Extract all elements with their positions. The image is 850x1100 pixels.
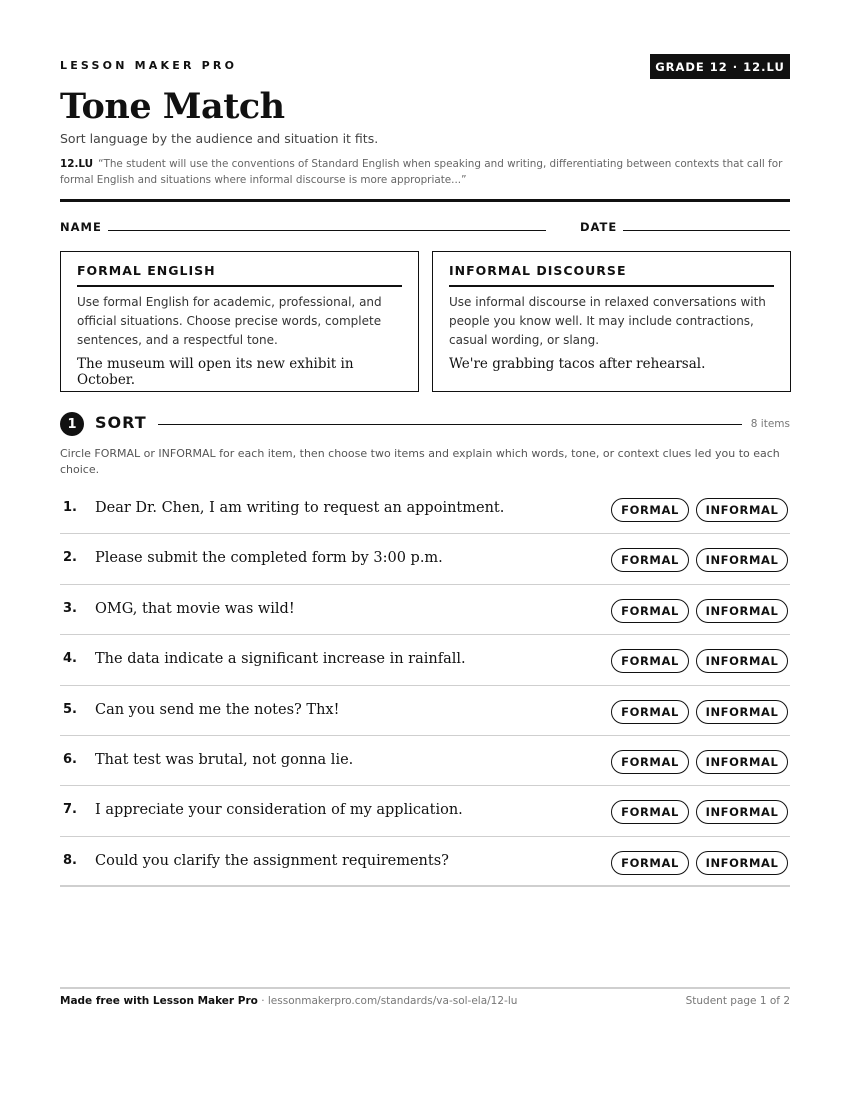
standard-description bbox=[60, 156, 790, 188]
item-number: 2. bbox=[63, 550, 77, 566]
sort-item bbox=[60, 534, 790, 584]
page-indicator: Student page 1 of 2 bbox=[685, 995, 790, 1007]
informal-option[interactable]: INFORMAL bbox=[696, 599, 788, 623]
sort-item bbox=[60, 635, 790, 685]
formal-option[interactable]: FORMAL bbox=[611, 750, 689, 774]
date-field-line[interactable] bbox=[623, 230, 790, 231]
made-with-text: Made free with Lesson Maker Pro bbox=[60, 995, 258, 1007]
formal-option[interactable]: FORMAL bbox=[611, 800, 689, 824]
standard-text: “The student will use the conventions of Standard English when speaking and writing, differentiating between contexts that call for formal English and situations where informal discourse is more appropriate...” bbox=[60, 158, 783, 186]
header-divider bbox=[60, 199, 790, 202]
item-number: 5. bbox=[63, 701, 77, 717]
footer-credit bbox=[60, 995, 517, 1007]
informal-option[interactable]: INFORMAL bbox=[696, 498, 788, 522]
formal-option[interactable]: FORMAL bbox=[611, 599, 689, 623]
informal-option[interactable]: INFORMAL bbox=[696, 700, 788, 724]
formal-card-example: The museum will open its new exhibit in October. bbox=[77, 356, 354, 388]
formal-option[interactable]: FORMAL bbox=[611, 498, 689, 522]
sort-item bbox=[60, 786, 790, 836]
page-subtitle: Sort language by the audience and situation it fits. bbox=[60, 131, 379, 146]
formal-card-description: Use formal English for academic, professional, and official situations. Choose precise words, complete sentences, and a respectful tone. bbox=[77, 295, 382, 347]
item-text: Could you clarify the assignment requirements? bbox=[95, 852, 449, 869]
formal-option[interactable]: FORMAL bbox=[611, 851, 689, 875]
informal-option[interactable]: INFORMAL bbox=[696, 750, 788, 774]
footer-divider bbox=[60, 987, 790, 989]
item-number: 7. bbox=[63, 802, 77, 818]
sort-item bbox=[60, 484, 790, 534]
item-number: 1. bbox=[63, 500, 77, 515]
formal-english-card bbox=[60, 251, 419, 392]
section-divider bbox=[158, 424, 742, 425]
sort-item bbox=[60, 585, 790, 635]
section-number-badge: 1 bbox=[60, 412, 84, 436]
date-label: DATE bbox=[580, 220, 618, 234]
item-number: 3. bbox=[63, 600, 77, 616]
informal-card-example: We're grabbing tacos after rehearsal. bbox=[449, 356, 706, 372]
grade-badge: GRADE 12 · 12.LU bbox=[650, 54, 790, 79]
informal-discourse-card bbox=[432, 251, 791, 392]
name-field-line[interactable] bbox=[108, 230, 546, 231]
page-title: Tone Match bbox=[60, 86, 285, 127]
formal-card-title: FORMAL ENGLISH bbox=[77, 263, 402, 287]
item-text: I appreciate your consideration of my application. bbox=[95, 802, 463, 819]
item-number: 4. bbox=[63, 651, 77, 667]
item-text: Please submit the completed form by 3:00 p.m. bbox=[95, 550, 443, 567]
item-number: 6. bbox=[63, 751, 77, 767]
formal-option[interactable]: FORMAL bbox=[611, 700, 689, 724]
sort-item bbox=[60, 837, 790, 887]
item-text: The data indicate a significant increase in rainfall. bbox=[95, 651, 466, 668]
item-text: OMG, that movie was wild! bbox=[95, 600, 295, 617]
formal-option[interactable]: FORMAL bbox=[611, 649, 689, 673]
footer-separator: · bbox=[257, 995, 268, 1007]
section-title: SORT bbox=[95, 413, 147, 432]
informal-option[interactable]: INFORMAL bbox=[696, 800, 788, 824]
name-label: NAME bbox=[60, 220, 102, 234]
brand-name: LESSON MAKER PRO bbox=[60, 59, 238, 72]
informal-card-description: Use informal discourse in relaxed conversations with people you know well. It may include contractions, casual wording, or slang. bbox=[449, 295, 766, 347]
sort-item-list bbox=[60, 484, 790, 887]
footer-url[interactable]: lessonmakerpro.com/standards/va-sol-ela/12-lu bbox=[267, 995, 518, 1007]
standard-code: 12.LU bbox=[60, 158, 94, 170]
informal-option[interactable]: INFORMAL bbox=[696, 649, 788, 673]
informal-option[interactable]: INFORMAL bbox=[696, 851, 788, 875]
sort-item bbox=[60, 686, 790, 736]
informal-card-title: INFORMAL DISCOURSE bbox=[449, 263, 774, 287]
item-count: 8 items bbox=[750, 418, 790, 430]
item-text: Dear Dr. Chen, I am writing to request an appointment. bbox=[95, 500, 505, 516]
item-text: That test was brutal, not gonna lie. bbox=[95, 751, 354, 768]
sort-item bbox=[60, 736, 790, 786]
section-instructions: Circle FORMAL or INFORMAL for each item, then choose two items and explain which words, tone, or context clues led you to each choice. bbox=[60, 447, 780, 476]
item-text: Can you send me the notes? Thx! bbox=[95, 701, 340, 718]
item-number: 8. bbox=[63, 852, 77, 868]
informal-option[interactable]: INFORMAL bbox=[696, 548, 788, 572]
formal-option[interactable]: FORMAL bbox=[611, 548, 689, 572]
